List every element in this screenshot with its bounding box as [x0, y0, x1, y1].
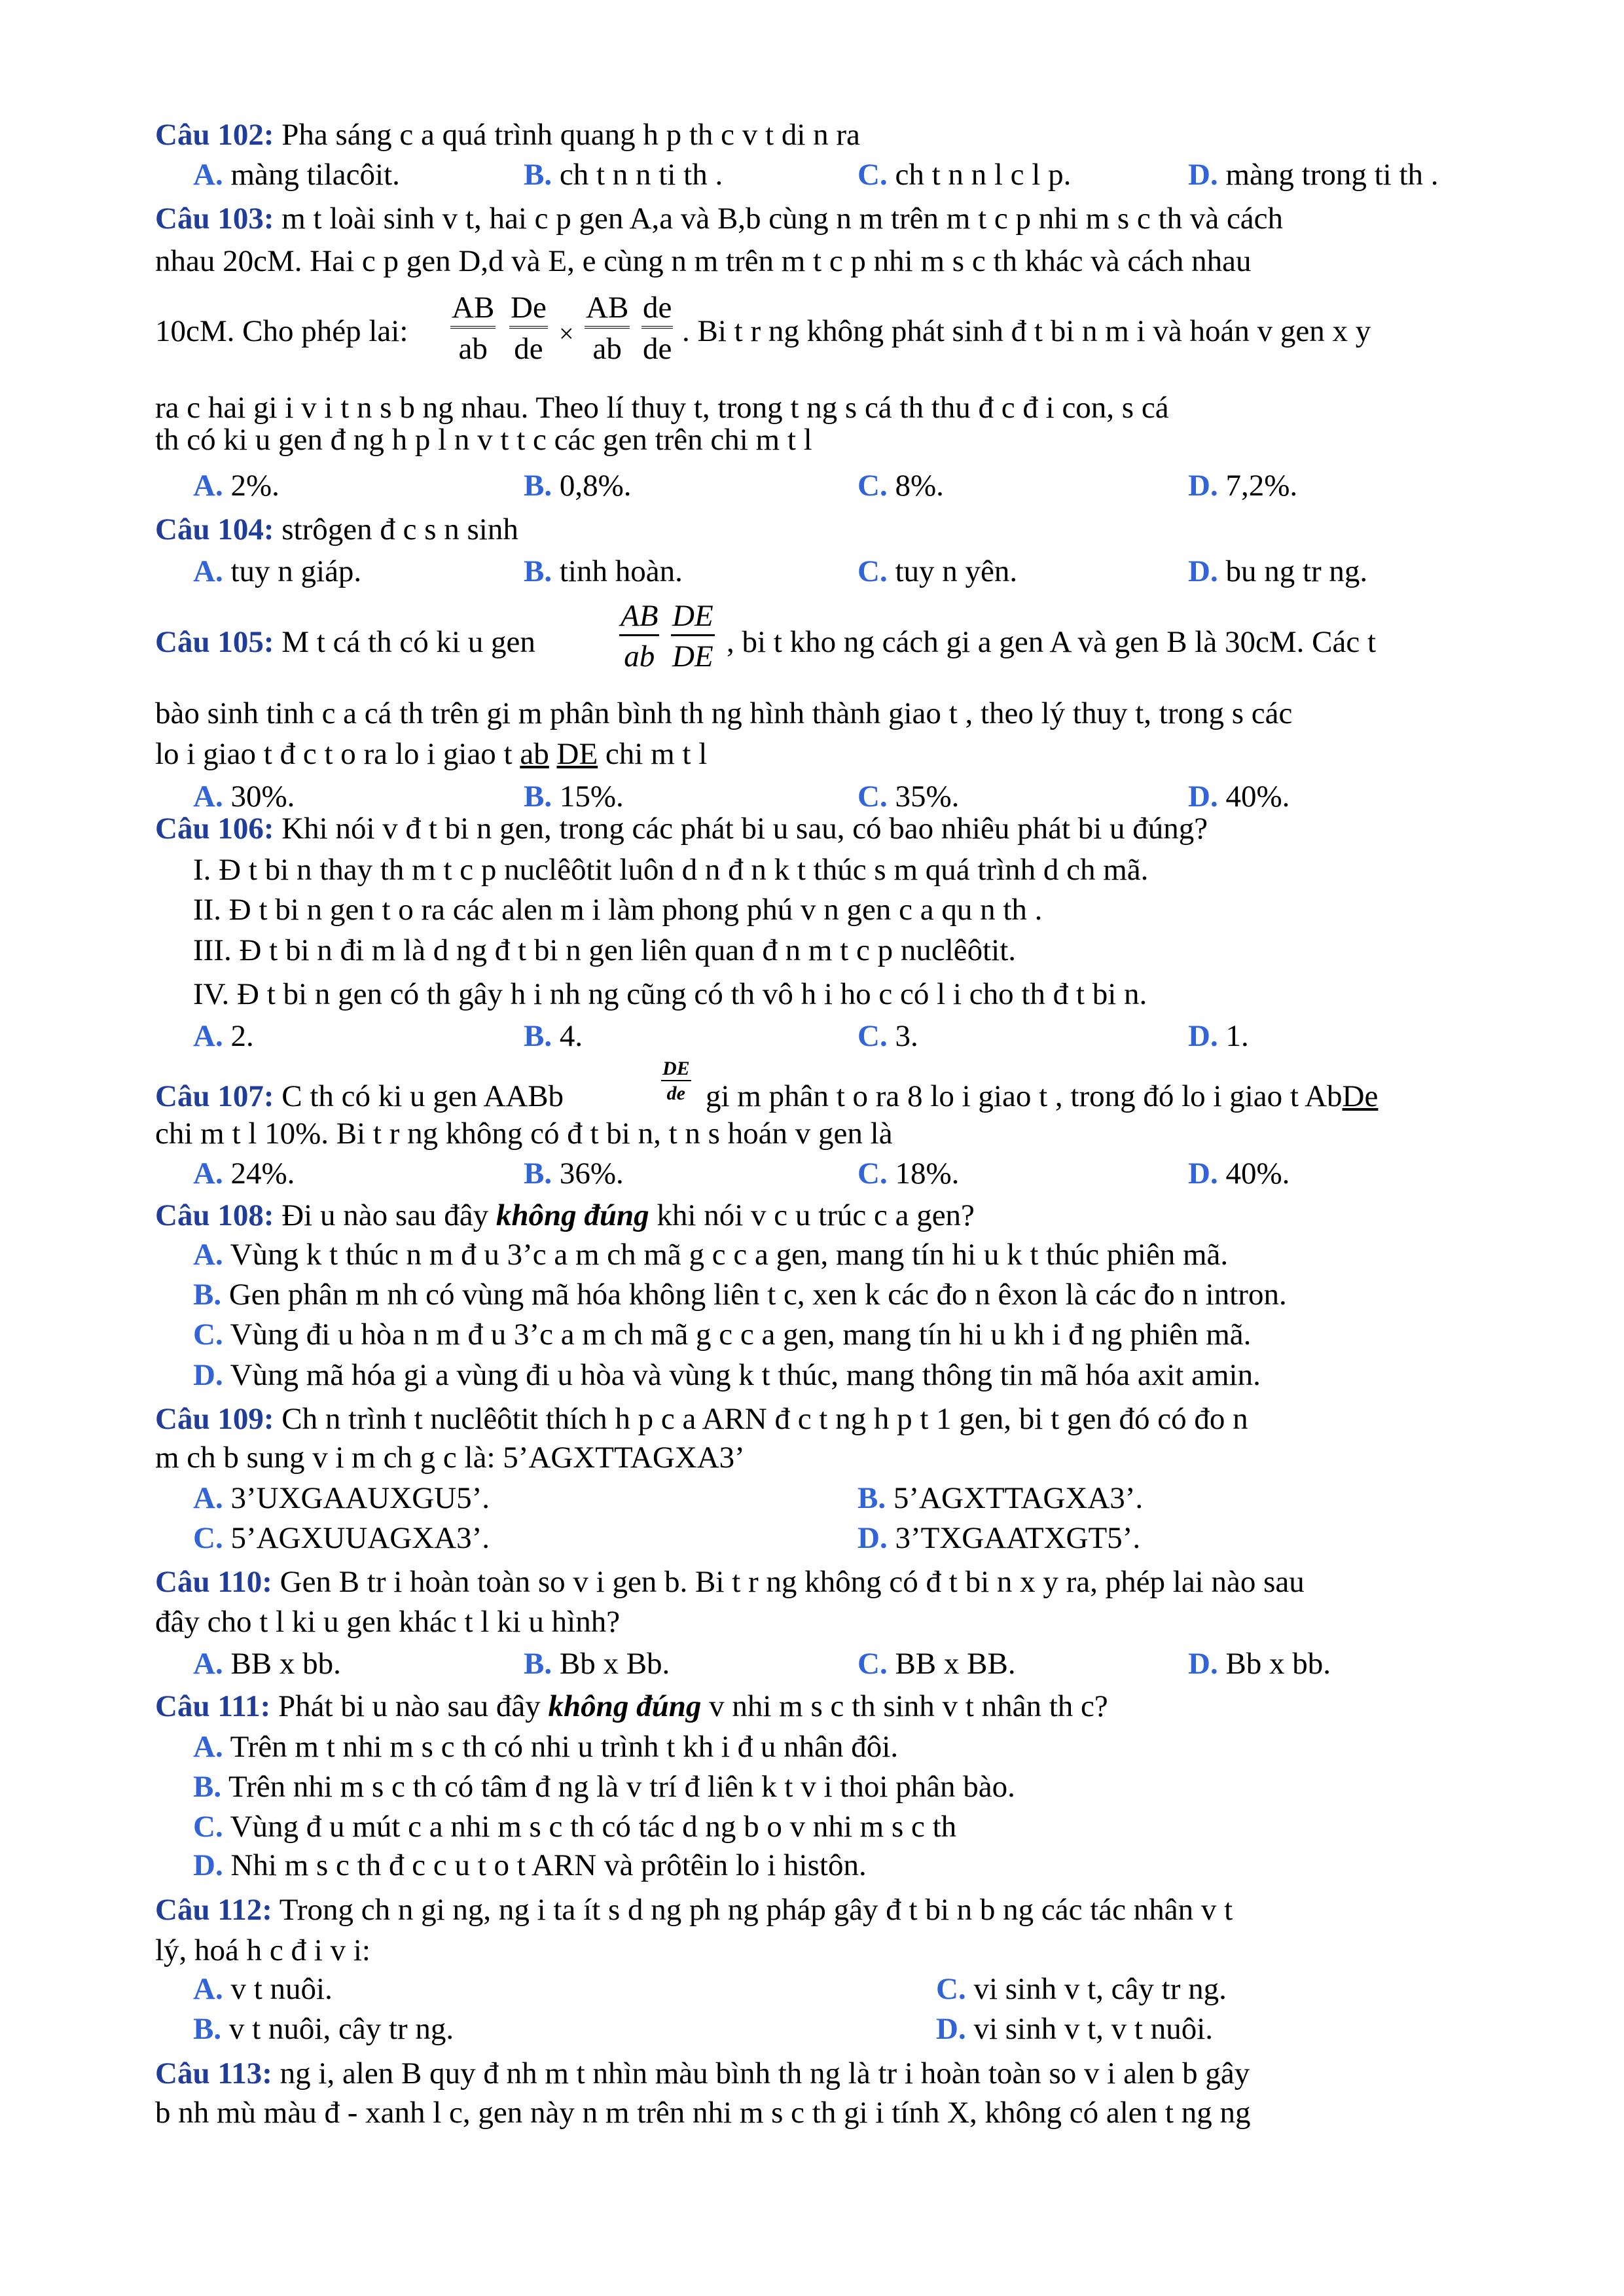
- option-text: 40%.: [1225, 1157, 1290, 1191]
- question-number: Câu 112:: [155, 1893, 272, 1927]
- question-text-line: ra c hai gi i v i t n s b ng nhau. Theo lí thuy t, trong t ng s cá th thu đ c đ i con, s cá: [155, 391, 1169, 425]
- q111-option-d[interactable]: [193, 1850, 867, 1881]
- q112-option-d[interactable]: [936, 2014, 1213, 2045]
- question-103: [155, 204, 1283, 234]
- option-letter: C.: [936, 1972, 966, 2006]
- option-letter: D.: [857, 1521, 888, 1555]
- q106-option-d[interactable]: [1188, 1021, 1249, 1052]
- option-letter: D.: [1188, 554, 1218, 588]
- question-text-line: 10cM. Cho phép lai:: [155, 314, 408, 348]
- option-text: tuy n giáp.: [230, 554, 362, 588]
- q106-option-b[interactable]: [524, 1021, 583, 1052]
- question-number: Câu 109:: [155, 1402, 274, 1436]
- q103-option-c[interactable]: [857, 471, 944, 501]
- q108-option-a[interactable]: [193, 1240, 1228, 1270]
- option-letter: A.: [193, 1481, 223, 1515]
- q104-option-a[interactable]: [193, 556, 361, 587]
- question-text-line: th có ki u gen đ ng h p l n v t t c các gen trên chi m t l: [155, 423, 812, 457]
- option-letter: A.: [193, 1972, 223, 2006]
- option-text: Trên nhi m s c th có tâm đ ng là v trí đ liên k t v i thoi phân bào.: [228, 1770, 1015, 1804]
- option-text: 3’TXGAATXGT5’.: [895, 1521, 1141, 1555]
- q110-option-b[interactable]: [524, 1649, 670, 1679]
- option-text: tinh hoàn.: [559, 554, 683, 588]
- question-text-line: , bi t kho ng cách gi a gen A và gen B là 30cM. Các t: [727, 625, 1377, 659]
- q107-option-a[interactable]: [193, 1158, 295, 1189]
- question-text: Trong ch n gi ng, ng i ta ít s d ng ph ng pháp gây đ t bi n b ng các tác nhân v t: [279, 1893, 1233, 1927]
- question-text-line: gi m phân t o ra 8 lo i giao t , trong đó lo i giao t AbDe: [706, 1079, 1379, 1113]
- question-text: M t cá th có ki u gen: [281, 625, 535, 659]
- option-letter: B.: [524, 1157, 552, 1191]
- option-letter: D.: [193, 1358, 223, 1392]
- option-letter: A.: [193, 1730, 223, 1764]
- option-letter: B.: [524, 554, 552, 588]
- question-text-line: nhau 20cM. Hai c p gen D,d và E, e cùng n m trên m t c p nhi m s c th khác và cách nhau: [155, 244, 1252, 278]
- option-letter: A.: [193, 1238, 223, 1272]
- option-letter: B.: [524, 469, 552, 503]
- q109-option-a[interactable]: [193, 1483, 490, 1514]
- option-letter: B.: [524, 780, 552, 814]
- question-text-line: đây cho t l ki u gen khác t l ki u hình?: [155, 1605, 621, 1639]
- option-letter: D.: [1188, 158, 1218, 192]
- option-text: 8%.: [895, 469, 944, 503]
- option-text: màng tilacôit.: [230, 158, 400, 192]
- question-number: Câu 105:: [155, 625, 274, 659]
- question-number: Câu 111:: [155, 1689, 271, 1723]
- option-text: 4.: [559, 1019, 583, 1053]
- question-text-line: m ch b sung v i m ch g c là: 5’AGXTTAGXA3’: [155, 1441, 745, 1475]
- q102-option-b[interactable]: [524, 160, 723, 190]
- question-number: Câu 107:: [155, 1079, 274, 1113]
- option-letter: D.: [1188, 1647, 1218, 1681]
- option-text: 3.: [895, 1019, 918, 1053]
- option-letter: A.: [193, 469, 223, 503]
- question-number: Câu 106:: [155, 812, 274, 846]
- option-text: 1.: [1225, 1019, 1249, 1053]
- question-102: [155, 120, 860, 151]
- option-letter: A.: [193, 554, 223, 588]
- option-text: 7,2%.: [1225, 469, 1298, 503]
- q106-option-c[interactable]: [857, 1021, 918, 1052]
- question-text-line: chi m t l 10%. Bi t r ng không có đ t bi n, t n s hoán v gen là: [155, 1117, 893, 1151]
- option-letter: C.: [193, 1318, 223, 1352]
- q111-option-a[interactable]: [193, 1732, 898, 1763]
- question-text: Khi nói v đ t bi n gen, trong các phát bi u sau, có bao nhiêu phát bi u đúng?: [281, 812, 1208, 846]
- option-text: Vùng k t thúc n m đ u 3’c a m ch mã g c c a gen, mang tín hi u k t thúc phiên mã.: [230, 1238, 1229, 1272]
- option-letter: B.: [857, 1481, 886, 1515]
- q107-option-b[interactable]: [524, 1158, 624, 1189]
- q104-option-b[interactable]: [524, 556, 683, 587]
- option-text: 15%.: [559, 780, 624, 814]
- q102-option-c[interactable]: [857, 160, 1071, 190]
- q111-option-c[interactable]: [193, 1812, 956, 1842]
- option-letter: A.: [193, 158, 223, 192]
- option-letter: D.: [936, 2012, 966, 2046]
- question-text: Ch n trình t nuclêôtit thích h p c a ARN đ c t ng h p t 1 gen, bi t gen đó có đo n: [281, 1402, 1248, 1436]
- q109-option-b[interactable]: [857, 1483, 1143, 1514]
- option-text: Gen phân m nh có vùng mã hóa không liên t c, xen k các đo n êxon là các đo n intron.: [228, 1278, 1287, 1312]
- option-letter: C.: [857, 1647, 888, 1681]
- q103-option-d[interactable]: [1188, 471, 1297, 501]
- question-number: Câu 110:: [155, 1565, 272, 1599]
- option-text: Bb x Bb.: [559, 1647, 670, 1681]
- option-letter: B.: [524, 158, 552, 192]
- option-text: 5’AGXUUAGXA3’.: [230, 1521, 490, 1555]
- option-letter: C.: [857, 1157, 888, 1191]
- option-text: 2%.: [230, 469, 280, 503]
- option-text: 5’AGXTTAGXA3’.: [893, 1481, 1144, 1515]
- genotype-fraction: $\frac{AB}{ab}$: [452, 291, 495, 366]
- q110-option-c[interactable]: [857, 1649, 1016, 1679]
- option-text: Vùng đi u hòa n m đ u 3’c a m ch mã g c c a gen, mang tín hi u kh i đ ng phiên mã.: [230, 1318, 1252, 1352]
- question-105: [155, 627, 535, 658]
- option-letter: D.: [1188, 780, 1218, 814]
- option-text: Nhi m s c th đ c c u t o t ARN và prôtêin lo i histôn.: [230, 1848, 867, 1882]
- q102-option-d[interactable]: [1188, 160, 1439, 190]
- question-110: [155, 1567, 1305, 1598]
- question-text-line: lo i giao t đ c t o ra lo i giao t ab DE chi m t l: [155, 737, 708, 771]
- option-text: v t nuôi.: [230, 1972, 333, 2006]
- option-text: vi sinh v t, v t nuôi.: [973, 2012, 1214, 2046]
- genotype-fraction: $\frac{DE}{DE}$: [672, 599, 713, 673]
- option-text: 30%.: [230, 780, 295, 814]
- question-106: [155, 814, 1208, 844]
- option-text: ch t n n ti th .: [559, 158, 723, 192]
- q103-option-a[interactable]: [193, 471, 280, 501]
- genotype-fraction: $\frac{de}{de}$: [643, 291, 672, 366]
- question-111: Câu 111: Phát bi u nào sau đây không đúng v nhi m s c th sinh v t nhân th c?: [155, 1689, 1108, 1723]
- statement-4: IV. Đ t bi n gen có th gây h i nh ng cũng có th vô h i ho c có l i cho th đ t bi n.: [193, 977, 1147, 1011]
- q112-option-b[interactable]: [193, 2014, 454, 2045]
- question-number: Câu 113:: [155, 2056, 272, 2090]
- option-letter: C.: [857, 158, 888, 192]
- q103-option-b[interactable]: [524, 471, 632, 501]
- question-number: Câu 103:: [155, 202, 274, 236]
- option-text: 35%.: [895, 780, 960, 814]
- option-letter: D.: [193, 1848, 223, 1882]
- option-letter: B.: [193, 1770, 222, 1804]
- option-text: Vùng mã hóa gi a vùng đi u hòa và vùng k t thúc, mang thông tin mã hóa axit amin.: [230, 1358, 1261, 1392]
- q105-option-d[interactable]: [1188, 781, 1290, 812]
- statement-1: I. Đ t bi n thay th m t c p nuclêôtit luôn d n đ n k t thúc s m quá trình d ch mã.: [193, 853, 1149, 887]
- option-letter: C.: [193, 1810, 223, 1844]
- q102-option-a[interactable]: [193, 160, 400, 190]
- option-letter: C.: [857, 780, 888, 814]
- question-107: [155, 1081, 564, 1112]
- q112-option-a[interactable]: [193, 1974, 333, 2005]
- option-text: BB x bb.: [230, 1647, 341, 1681]
- option-text: 18%.: [895, 1157, 960, 1191]
- statement-3: III. Đ t bi n đi m là d ng đ t bi n gen liên quan đ n m t c p nuclêôtit.: [193, 933, 1017, 967]
- option-text: v t nuôi, cây tr ng.: [228, 2012, 454, 2046]
- question-112: [155, 1895, 1233, 1926]
- option-letter: C.: [857, 1019, 888, 1053]
- question-text: C th có ki u gen AABb: [281, 1079, 564, 1113]
- q110-option-a[interactable]: [193, 1649, 341, 1679]
- option-letter: C.: [193, 1521, 223, 1555]
- q108-option-b[interactable]: [193, 1280, 1287, 1310]
- question-number: Câu 108:: [155, 1198, 274, 1232]
- option-letter: D.: [1188, 1019, 1218, 1053]
- negation-emphasis: không đúng: [496, 1198, 649, 1232]
- q109-option-c[interactable]: [193, 1523, 490, 1554]
- option-text: 3’UXGAAUXGU5’.: [230, 1481, 490, 1515]
- genotype-fraction: $\frac{AB}{ab}$: [621, 599, 659, 673]
- option-letter: B.: [524, 1019, 552, 1053]
- question-text: Gen B tr i hoàn toàn so v i gen b. Bi t r ng không có đ t bi n x y ra, phép lai nào sau: [280, 1565, 1305, 1599]
- question-109: [155, 1404, 1248, 1435]
- option-text: BB x BB.: [895, 1647, 1016, 1681]
- q105-option-b[interactable]: [524, 781, 624, 812]
- q110-option-d[interactable]: [1188, 1649, 1331, 1679]
- q111-option-b[interactable]: [193, 1772, 1015, 1803]
- option-letter: C.: [857, 554, 888, 588]
- option-text: Vùng đ u mút c a nhi m s c th có tác d ng b o v nhi m s c th: [230, 1810, 957, 1844]
- option-text: 0,8%.: [559, 469, 632, 503]
- option-letter: B.: [524, 1647, 552, 1681]
- question-text-line: bào sinh tinh c a cá th trên gi m phân bình th ng hình thành giao t , theo lý thuy t, trong s các: [155, 696, 1293, 730]
- question-text-line: b nh mù màu đ - xanh l c, gen này n m trên nhi m s c th gi i tính X, không có alen t ng ng: [155, 2096, 1251, 2130]
- option-text: màng trong ti th .: [1225, 158, 1439, 192]
- option-text: Trên m t nhi m s c th có nhi u trình t kh i đ u nhân đôi.: [230, 1730, 899, 1764]
- q104-option-c[interactable]: [857, 556, 1017, 587]
- option-letter: D.: [1188, 1157, 1218, 1191]
- statement-2: II. Đ t bi n gen t o ra các alen m i làm phong phú v n gen c a qu n th .: [193, 893, 1043, 927]
- question-text: ng i, alen B quy đ nh m t nhìn màu bình th ng là tr i hoàn toàn so v i alen b gây: [280, 2056, 1250, 2090]
- q107-option-d[interactable]: [1188, 1158, 1290, 1189]
- option-letter: D.: [1188, 469, 1218, 503]
- q104-option-d[interactable]: [1188, 556, 1367, 587]
- option-text: tuy n yên.: [895, 554, 1018, 588]
- option-text: vi sinh v t, cây tr ng.: [973, 1972, 1227, 2006]
- option-letter: C.: [857, 469, 888, 503]
- negation-emphasis: không đúng: [548, 1689, 702, 1723]
- q107-option-c[interactable]: [857, 1158, 959, 1189]
- option-text: 36%.: [559, 1157, 624, 1191]
- genotype-fraction: $\frac{AB}{ab}$: [586, 291, 629, 366]
- option-letter: A.: [193, 780, 223, 814]
- option-text: ch t n n l c l p.: [895, 158, 1072, 192]
- option-letter: A.: [193, 1157, 223, 1191]
- question-text: strôgen đ c s n sinh: [281, 512, 518, 547]
- q112-option-c[interactable]: [936, 1974, 1227, 2005]
- question-text-line: lý, hoá h c đ i v i:: [155, 1933, 370, 1967]
- question-number: Câu 104:: [155, 512, 274, 547]
- q105-option-c[interactable]: [857, 781, 959, 812]
- question-text: Pha sáng c a quá trình quang h p th c v t di n ra: [281, 118, 860, 152]
- question-108: Câu 108: Đi u nào sau đây không đúng khi nói v c u trúc c a gen?: [155, 1198, 975, 1232]
- option-letter: B.: [193, 1278, 222, 1312]
- option-letter: A.: [193, 1647, 223, 1681]
- question-number: Câu 102:: [155, 118, 274, 152]
- option-text: 2.: [230, 1019, 254, 1053]
- genotype-fraction: $\frac{De}{de}$: [511, 291, 547, 366]
- option-text: Bb x bb.: [1225, 1647, 1331, 1681]
- option-text: 24%.: [230, 1157, 295, 1191]
- question-104: [155, 514, 518, 545]
- question-113: [155, 2058, 1250, 2089]
- question-text-line: . Bi t r ng không phát sinh đ t bi n m i và hoán v gen x y: [682, 314, 1371, 348]
- q109-option-d[interactable]: [857, 1523, 1140, 1554]
- option-letter: B.: [193, 2012, 222, 2046]
- option-letter: A.: [193, 1019, 223, 1053]
- times-sign: ×: [559, 319, 574, 348]
- option-text: bu ng tr ng.: [1225, 554, 1368, 588]
- q105-option-a[interactable]: [193, 781, 295, 812]
- question-text: m t loài sinh v t, hai c p gen A,a và B,b cùng n m trên m t c p nhi m s c th và cách: [281, 202, 1284, 236]
- q106-option-a[interactable]: [193, 1021, 254, 1052]
- q108-option-c[interactable]: [193, 1319, 1251, 1350]
- option-text: 40%.: [1225, 780, 1290, 814]
- genotype-fraction: $\frac{DE}{de}$: [662, 1058, 690, 1104]
- q108-option-d[interactable]: [193, 1360, 1261, 1391]
